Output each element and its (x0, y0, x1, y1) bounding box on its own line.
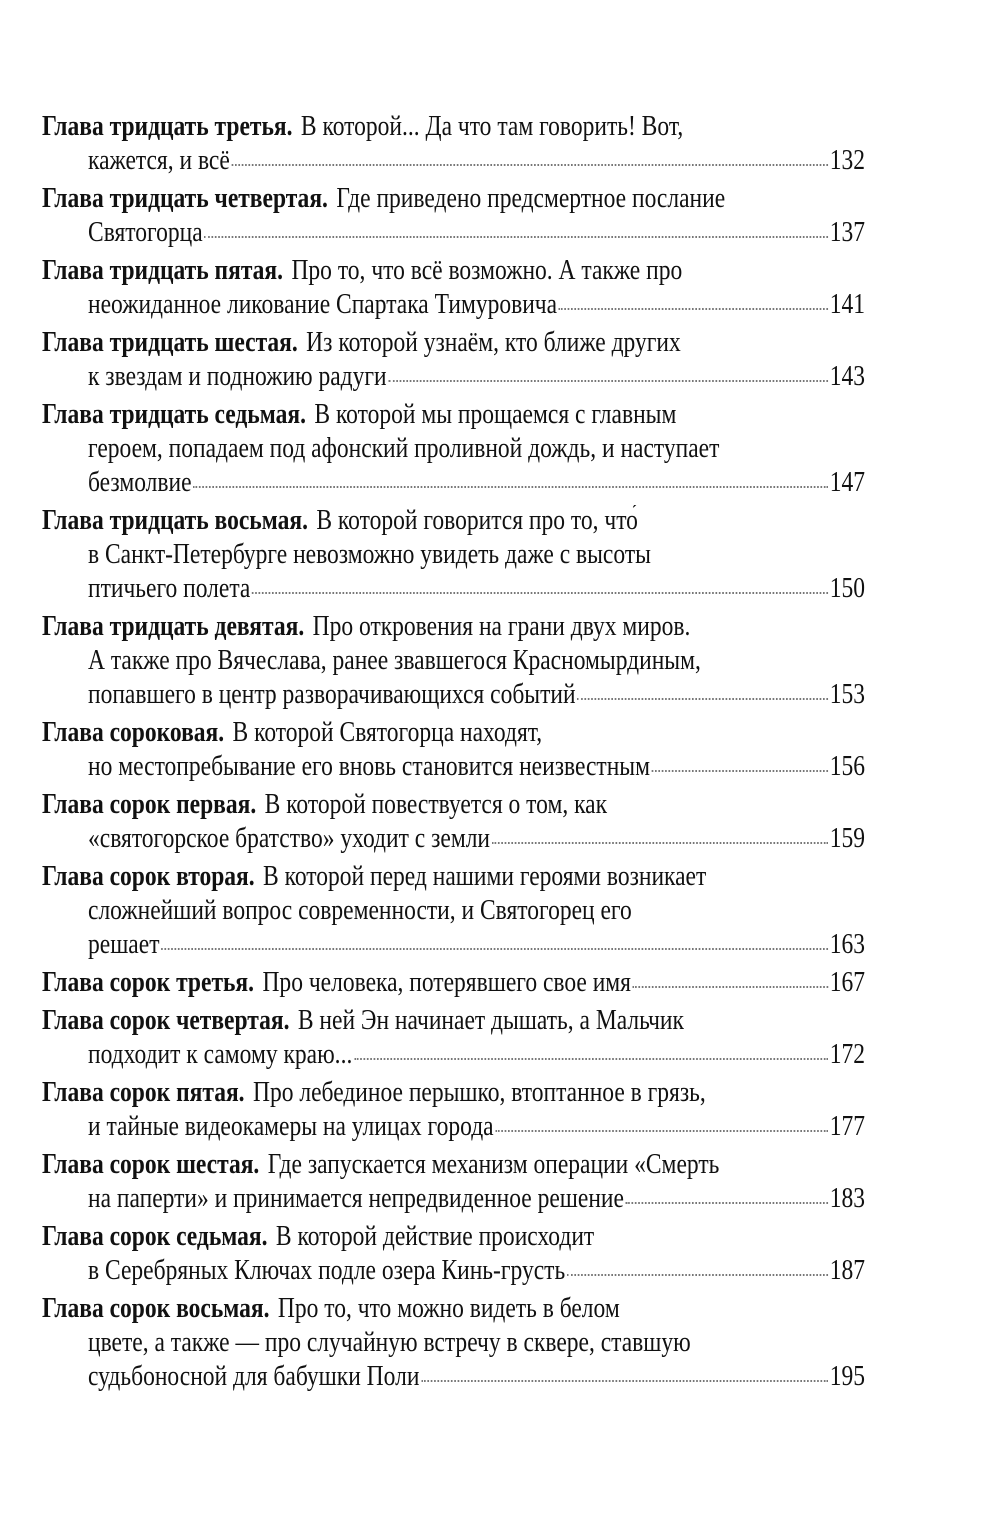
page-number: 141 (829, 289, 865, 320)
toc-line (42, 716, 865, 750)
toc-line-content (42, 860, 706, 894)
toc-entry (42, 610, 865, 712)
chapter-title: Глава сорок пятая. (42, 1077, 245, 1108)
chapter-title: Глава сорок первая. (42, 789, 257, 820)
dot-leader (231, 164, 828, 166)
chapter-description: решает (88, 929, 160, 960)
dot-leader (161, 948, 828, 950)
chapter-description: птичьего полета (88, 573, 251, 604)
toc-line (42, 1326, 865, 1360)
toc-line (42, 928, 865, 962)
chapter-title: Глава сорок вторая. (42, 861, 255, 892)
chapter-description: но местопребывание его вновь становится неизвестным (88, 751, 650, 782)
chapter-description: Святогорца (88, 217, 203, 248)
chapter-description: попавшего в центр разворачивающихся событий (88, 679, 576, 710)
page-number: 137 (829, 217, 865, 248)
dot-leader (495, 1130, 828, 1132)
page-number: 156 (829, 751, 865, 782)
chapter-description: кажется, и всё (88, 145, 230, 176)
chapter-title: Глава тридцать третья. (42, 111, 293, 142)
toc-line (42, 1038, 865, 1072)
chapter-title: Глава тридцать седьмая. (42, 399, 306, 430)
chapter-description: Из которой узнаём, кто ближе других (306, 327, 681, 358)
toc-line (42, 750, 865, 784)
chapter-description: и тайные видеокамеры на улицах города (88, 1111, 494, 1142)
toc-entry (42, 110, 865, 178)
chapter-description: А также про Вячеслава, ранее звавшегося Красномырдиным, (88, 645, 701, 676)
toc-line-content (42, 716, 542, 750)
chapter-title: Глава сорок шестая. (42, 1149, 260, 1180)
chapter-description: В которой перед нашими героями возникает (263, 861, 707, 892)
toc-line (42, 254, 865, 288)
toc-line-content (42, 326, 681, 360)
toc-line-content (88, 1254, 865, 1288)
toc-line (42, 610, 865, 644)
chapter-title: Глава тридцать пятая. (42, 255, 284, 286)
toc-entry (42, 788, 865, 856)
toc-entry (42, 1148, 865, 1216)
chapter-description: в Санкт-Петербурге невозможно увидеть даже с высоты (88, 539, 651, 570)
toc-entry (42, 1004, 865, 1072)
chapter-description: сложнейший вопрос современности, и Святогорец его (88, 895, 632, 926)
toc-line-content (42, 504, 638, 538)
toc-line (42, 1110, 865, 1144)
chapter-title: Глава тридцать восьмая. (42, 505, 308, 536)
toc-line-content (88, 538, 651, 572)
toc-entry (42, 504, 865, 606)
chapter-title: Глава сорок третья. (42, 967, 255, 998)
toc-line-content (42, 966, 865, 1000)
chapter-title: Глава сороковая. (42, 717, 225, 748)
dot-leader (193, 486, 828, 488)
page-number: 132 (829, 145, 865, 176)
toc-line-content (88, 1110, 865, 1144)
chapter-description: неожиданное ликование Спартака Тимуровича (88, 289, 558, 320)
dot-leader (577, 698, 828, 700)
toc-line (42, 678, 865, 712)
page-number: 153 (829, 679, 865, 710)
dot-leader (388, 380, 828, 382)
toc-line (42, 822, 865, 856)
toc-line-content (42, 610, 690, 644)
toc-line-content (42, 1004, 684, 1038)
chapter-description: Про лебединое перышко, втоптанное в грязь, (252, 1077, 706, 1108)
toc-line-content (88, 822, 865, 856)
toc-line-content (42, 182, 725, 216)
chapter-description: Где запускается механизм операции «Смерть (267, 1149, 720, 1180)
dot-leader (652, 770, 828, 772)
toc-line (42, 504, 865, 538)
toc-line (42, 1004, 865, 1038)
chapter-description: подходит к самому краю... (88, 1039, 353, 1070)
toc-line-content (88, 432, 719, 466)
chapter-description: В которой Святогорца находят, (232, 717, 543, 748)
chapter-description: В которой говорится про то, что́ (316, 505, 638, 536)
toc-line-content (88, 572, 865, 606)
toc-line (42, 860, 865, 894)
toc-entry (42, 398, 865, 500)
toc-entry (42, 966, 865, 1000)
chapter-title: Глава тридцать четвертая. (42, 183, 328, 214)
toc-line-content (42, 1292, 620, 1326)
dot-leader (559, 308, 828, 310)
toc-line-content (42, 110, 683, 144)
dot-leader (354, 1058, 828, 1060)
chapter-description: Про то, что всё возможно. А также про (291, 255, 683, 286)
chapter-title: Глава сорок седьмая. (42, 1221, 268, 1252)
toc-line-content (88, 750, 865, 784)
toc-line (42, 1360, 865, 1394)
page-number: 177 (829, 1111, 865, 1142)
page-number: 183 (829, 1183, 865, 1214)
toc-line-content (42, 1148, 719, 1182)
toc-line (42, 288, 865, 322)
toc-line-content (88, 644, 701, 678)
chapter-description: Про человека, потерявшего свое имя (262, 967, 632, 998)
toc-line-content (88, 216, 865, 250)
chapter-description: «святогорское братство» уходит с земли (88, 823, 491, 854)
toc-entry (42, 1292, 865, 1394)
toc-entry (42, 860, 865, 962)
dot-leader (626, 1202, 828, 1204)
toc-line (42, 1076, 865, 1110)
dot-leader (567, 1274, 828, 1276)
toc-line (42, 1220, 865, 1254)
page-number: 163 (829, 929, 865, 960)
dot-leader (204, 236, 828, 238)
toc-line (42, 110, 865, 144)
toc-line (42, 966, 865, 1000)
chapter-description: к звездам и подножию радуги (88, 361, 387, 392)
toc-entry (42, 254, 865, 322)
page-number: 150 (829, 573, 865, 604)
toc-line (42, 326, 865, 360)
toc-line (42, 894, 865, 928)
toc-line-content (88, 678, 865, 712)
chapter-description: Про то, что можно видеть в белом (277, 1293, 620, 1324)
toc-line-content (88, 1326, 691, 1360)
chapter-title: Глава сорок восьмая. (42, 1293, 270, 1324)
dot-leader (633, 986, 828, 988)
chapter-description: героем, попадаем под афонский проливной дождь, и наступает (88, 433, 720, 464)
page-number: 172 (829, 1039, 865, 1070)
toc-line-content (88, 144, 865, 178)
table-of-contents (42, 110, 865, 1394)
page-number: 195 (829, 1361, 865, 1392)
toc-line (42, 1148, 865, 1182)
toc-line-content (88, 894, 632, 928)
chapter-description: В которой действие происходит (275, 1221, 595, 1252)
toc-line (42, 466, 865, 500)
chapter-description: Про откровения на грани двух миров. (312, 611, 691, 642)
page-number: 167 (829, 967, 865, 998)
chapter-description: В ней Эн начинает дышать, а Мальчик (297, 1005, 684, 1036)
toc-line (42, 216, 865, 250)
toc-line-content (88, 360, 865, 394)
toc-line-content (88, 1182, 865, 1216)
toc-entry (42, 326, 865, 394)
chapter-description: безмолвие (88, 467, 192, 498)
toc-line (42, 1182, 865, 1216)
dot-leader (252, 592, 828, 594)
toc-line (42, 788, 865, 822)
chapter-description: на паперти» и принимается непредвиденное решение (88, 1183, 624, 1214)
toc-line (42, 432, 865, 466)
toc-line (42, 644, 865, 678)
chapter-description: в Серебряных Ключах подле озера Кинь-грусть (88, 1255, 566, 1286)
page-number: 143 (829, 361, 865, 392)
toc-line-content (88, 466, 865, 500)
toc-line-content (42, 1220, 594, 1254)
toc-line (42, 1292, 865, 1326)
page-number: 187 (829, 1255, 865, 1286)
chapter-description: В которой... Да что там говорить! Вот, (300, 111, 684, 142)
toc-line-content (88, 1038, 865, 1072)
toc-line-content (42, 788, 607, 822)
page-number: 159 (829, 823, 865, 854)
toc-line (42, 538, 865, 572)
toc-entry (42, 1076, 865, 1144)
toc-line-content (42, 398, 676, 432)
toc-entry (42, 182, 865, 250)
chapter-description: судьбоносной для бабушки Поли (88, 1361, 420, 1392)
dot-leader (492, 842, 828, 844)
page-number: 147 (829, 467, 865, 498)
chapter-description: В которой повествуется о том, как (264, 789, 608, 820)
toc-line-content (88, 288, 865, 322)
chapter-title: Глава тридцать шестая. (42, 327, 298, 358)
toc-line (42, 572, 865, 606)
toc-entry (42, 1220, 865, 1288)
chapter-description: цвете, а также — про случайную встречу в сквере, ставшую (88, 1327, 691, 1358)
chapter-description: Где приведено предсмертное послание (336, 183, 726, 214)
toc-line-content (42, 254, 682, 288)
toc-line (42, 144, 865, 178)
chapter-title: Глава тридцать девятая. (42, 611, 305, 642)
chapter-description: В которой мы прощаемся с главным (314, 399, 677, 430)
toc-line-content (88, 928, 865, 962)
toc-line-content (88, 1360, 865, 1394)
dot-leader (421, 1380, 828, 1382)
toc-line (42, 360, 865, 394)
toc-line (42, 398, 865, 432)
toc-line (42, 1254, 865, 1288)
chapter-title: Глава сорок четвертая. (42, 1005, 290, 1036)
toc-line (42, 182, 865, 216)
toc-line-content (42, 1076, 706, 1110)
toc-entry (42, 716, 865, 784)
